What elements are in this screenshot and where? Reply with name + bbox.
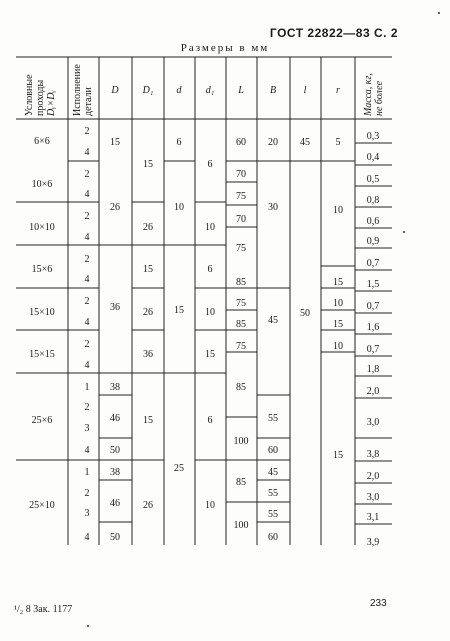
passage-cell: 15×6 [31, 264, 53, 275]
header-d1: d₁ [205, 85, 215, 96]
version-cell: 2 [84, 296, 90, 307]
mass-cell: 0,9 [366, 236, 380, 247]
mass-cell: 0,7 [366, 344, 380, 355]
version-cell: 4 [84, 232, 90, 243]
B-cell: 45 [268, 467, 278, 478]
header-text-line: Dᵧ×Dᵧ [46, 90, 57, 116]
D-cell: 50 [110, 532, 120, 543]
D1-cell: 36 [143, 349, 153, 360]
d1-cell: 10 [205, 500, 215, 511]
scan-speck [87, 625, 89, 627]
passage-cell: 25×6 [31, 415, 53, 426]
B-cell: 60 [268, 532, 278, 543]
header-mass [363, 73, 385, 117]
B-cell: 45 [268, 315, 278, 326]
header-text-line: Исполнение [72, 64, 83, 116]
mass-cell: 1,5 [366, 279, 380, 290]
header-d: d [176, 85, 182, 96]
mass-cell: 3,8 [366, 449, 380, 460]
D1-cell: 26 [143, 222, 153, 233]
L-cell: 75 [236, 298, 246, 309]
D-cell: 15 [110, 137, 120, 148]
B-cell: 60 [268, 445, 278, 456]
D1-cell: 26 [143, 500, 153, 511]
L-cell: 85 [236, 277, 246, 288]
version-cell: 2 [84, 126, 90, 137]
header-passage [24, 74, 57, 117]
header-text-line: Масса, кг, [363, 73, 374, 116]
header-B: B [269, 85, 277, 96]
d-cell: 10 [174, 202, 184, 213]
B-cell: 20 [268, 137, 278, 148]
version-cell: 3 [84, 423, 90, 434]
L-cell: 100 [233, 520, 249, 531]
D-cell: 46 [110, 413, 120, 424]
version-cell: 4 [84, 532, 90, 543]
D-cell: 38 [110, 382, 120, 393]
D-cell: 50 [110, 445, 120, 456]
B-cell: 55 [268, 509, 278, 520]
l-cell: 45 [300, 137, 310, 148]
D-cell: 26 [110, 202, 120, 213]
passage-cell: 6×6 [34, 136, 50, 147]
header-D: D [111, 85, 119, 96]
mass-cell: 3,9 [366, 537, 380, 548]
L-cell: 85 [236, 477, 246, 488]
version-cell: 4 [84, 445, 90, 456]
document-reference: ГОСТ 22822—83 С. 2 [269, 26, 398, 40]
version-cell: 2 [84, 254, 90, 265]
d1-cell: 6 [207, 264, 213, 275]
mass-cell: 3,0 [366, 417, 380, 428]
page-number: 233 [370, 598, 387, 609]
passage-cell: 10×10 [29, 222, 55, 233]
B-cell: 30 [268, 202, 278, 213]
r-cell: 10 [333, 298, 343, 309]
l-cell: 50 [300, 308, 310, 319]
r-cell: 15 [333, 319, 343, 330]
header-text-line: не более [374, 80, 385, 116]
L-cell: 75 [236, 341, 246, 352]
scan-speck [438, 12, 440, 14]
r-cell: 10 [333, 341, 343, 352]
D1-cell: 26 [143, 307, 153, 318]
mass-cell: 2,0 [366, 386, 380, 397]
passage-cell: 15×10 [29, 307, 55, 318]
B-cell: 55 [268, 413, 278, 424]
d1-cell: 15 [205, 349, 215, 360]
table-caption: Размеры в мм [180, 42, 270, 54]
D1-cell: 15 [143, 415, 153, 426]
mass-cell: 0,8 [366, 195, 380, 206]
mass-cell: 1,6 [366, 322, 380, 333]
header-version [72, 64, 94, 116]
L-cell: 75 [236, 191, 246, 202]
mass-cell: 0,6 [366, 216, 380, 227]
d1-cell: 6 [207, 159, 213, 170]
header-r: r [336, 85, 340, 96]
version-cell: 2 [84, 402, 90, 413]
version-cell: 2 [84, 211, 90, 222]
d1-cell: 10 [205, 307, 215, 318]
D-cell: 38 [110, 467, 120, 478]
version-cell: 2 [84, 339, 90, 350]
D-cell: 46 [110, 498, 120, 509]
r-cell: 10 [333, 205, 343, 216]
version-cell: 2 [84, 488, 90, 499]
version-cell: 2 [84, 169, 90, 180]
L-cell: 75 [236, 243, 246, 254]
header-L: L [238, 85, 244, 96]
header-text-line: Условные [24, 74, 35, 116]
mass-cell: 0,4 [366, 152, 380, 163]
version-cell: 4 [84, 189, 90, 200]
version-cell: 4 [84, 317, 90, 328]
L-cell: 70 [236, 214, 246, 225]
r-cell: 5 [335, 137, 341, 148]
print-order-note: ¹/₂ 8 Зак. 1177 [14, 604, 73, 615]
passage-cell: 10×6 [31, 179, 53, 190]
L-cell: 60 [236, 137, 246, 148]
mass-cell: 0,7 [366, 301, 380, 312]
B-cell: 55 [268, 488, 278, 499]
d-cell: 15 [174, 305, 184, 316]
mass-cell: 1,8 [366, 364, 380, 375]
version-cell: 4 [84, 360, 90, 371]
mass-cell: 3,0 [366, 492, 380, 503]
mass-cell: 0,5 [366, 174, 380, 185]
L-cell: 70 [236, 169, 246, 180]
header-text-line: детали [83, 87, 94, 116]
D1-cell: 15 [143, 264, 153, 275]
L-cell: 85 [236, 382, 246, 393]
L-cell: 85 [236, 319, 246, 330]
passage-cell: 15×15 [29, 349, 55, 360]
d-cell: 6 [176, 137, 182, 148]
version-cell: 4 [84, 147, 90, 158]
version-cell: 1 [84, 382, 90, 393]
version-cell: 1 [84, 467, 90, 478]
D1-cell: 15 [143, 159, 153, 170]
mass-cell: 0,3 [366, 131, 380, 142]
mass-cell: 0,7 [366, 258, 380, 269]
r-cell: 15 [333, 277, 343, 288]
header-D1: D₁ [142, 85, 154, 96]
version-cell: 3 [84, 508, 90, 519]
mass-cell: 3,1 [366, 512, 380, 523]
mass-cell: 2,0 [366, 471, 380, 482]
passage-cell: 25×10 [29, 500, 55, 511]
D-cell: 36 [110, 302, 120, 313]
d1-cell: 10 [205, 222, 215, 233]
d1-cell: 6 [207, 415, 213, 426]
scan-speck [403, 231, 405, 233]
r-cell: 15 [333, 450, 343, 461]
header-l: l [303, 85, 307, 96]
version-cell: 4 [84, 274, 90, 285]
d-cell: 25 [174, 463, 184, 474]
header-text-line: проходы [35, 79, 46, 116]
L-cell: 100 [233, 436, 249, 447]
